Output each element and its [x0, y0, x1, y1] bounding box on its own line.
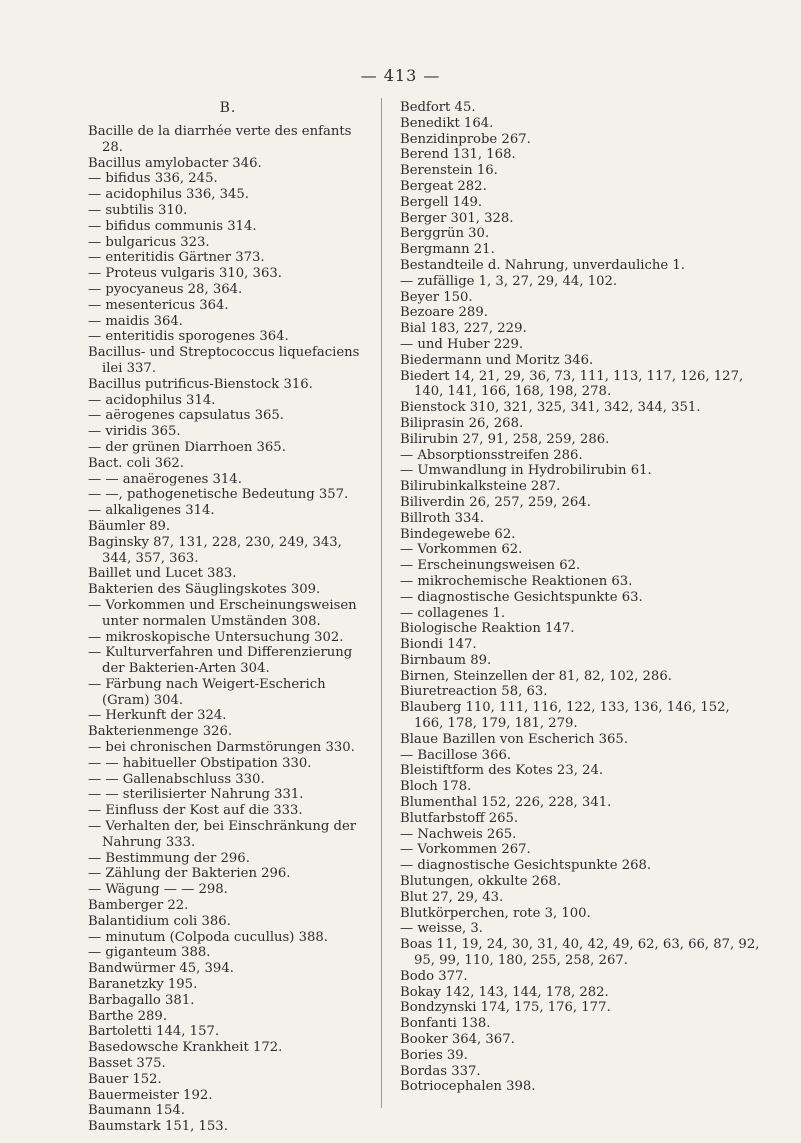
index-entries-left	[88, 124, 368, 1135]
index-entry: — minutum (Colpoda cucullus) 388.	[88, 929, 329, 945]
index-entry: Bacille de la diarrhée verte des enfants 28.	[88, 124, 352, 155]
index-entry: — bei chronischen Darmstörungen 330.	[88, 740, 355, 756]
index-entry: — collagenes 1.	[400, 605, 506, 621]
index-entry: Bordas 337.	[400, 1063, 481, 1079]
index-entry: Baumstark 151, 153.	[88, 1119, 228, 1135]
index-entry: Blutkörperchen, rote 3, 100.	[400, 905, 591, 921]
index-column-right	[400, 100, 762, 1095]
index-entry: Booker 364, 367.	[400, 1032, 515, 1048]
index-entry: — zufällige 1, 3, 27, 29, 44, 102.	[400, 273, 618, 289]
index-column-left	[88, 98, 368, 1135]
index-entry: Bienstock 310, 321, 325, 341, 342, 344, 351.	[400, 400, 701, 416]
index-entry: Bauermeister 192.	[88, 1087, 213, 1103]
index-entry: Berend 131, 168.	[400, 147, 516, 163]
index-entry: Biologische Reaktion 147.	[400, 621, 575, 637]
index-entry: Bondzynski 174, 175, 176, 177.	[400, 1000, 611, 1016]
index-entry: Blauberg 110, 111, 116, 122, 133, 136, 146, 152, 166, 178, 179, 181, 279.	[400, 700, 730, 732]
index-entry: Baumann 154.	[88, 1103, 185, 1119]
index-entry: — diagnostische Gesichtspunkte 63.	[400, 589, 643, 605]
index-entry: Bezoare 289.	[400, 305, 488, 321]
index-entry: — alkaligenes 314.	[88, 503, 215, 519]
index-entry: Bakterienmenge 326.	[88, 724, 233, 740]
index-entry: — mikroskopische Untersuchung 302.	[88, 629, 344, 645]
index-entry: Bacillus putrificus-Bienstock 316.	[88, 376, 313, 392]
index-entry: — Umwandlung in Hydrobilirubin 61.	[400, 463, 652, 479]
index-entry: — pyocyaneus 28, 364.	[88, 281, 243, 297]
index-entry: Blumenthal 152, 226, 228, 341.	[400, 795, 612, 811]
index-entry: Balantidium coli 386.	[88, 913, 231, 929]
index-entry: — Vorkommen 62.	[400, 542, 523, 558]
page-number: — 413 —	[360, 66, 441, 85]
index-entry: — Bacillose 366.	[400, 747, 512, 763]
index-entry: — mesentericus 364.	[88, 297, 229, 313]
index-entry: Bilirubinkalksteine 287.	[400, 479, 561, 495]
index-entry: Barbagallo 381.	[88, 992, 195, 1008]
index-entry: — mikrochemische Reaktionen 63.	[400, 573, 633, 589]
index-entry: Bartoletti 144, 157.	[88, 1024, 220, 1040]
index-entries-right	[400, 100, 762, 1095]
index-entry: Blut 27, 29, 43.	[400, 889, 504, 905]
index-entry: — Proteus vulgaris 310, 363.	[88, 266, 282, 282]
index-entry: Biedermann und Moritz 346.	[400, 352, 594, 368]
index-entry: Bleistiftform des Kotes 23, 24.	[400, 763, 604, 779]
index-entry: Bandwürmer 45, 394.	[88, 961, 234, 977]
index-entry: — Vorkommen 267.	[400, 842, 531, 858]
index-entry: Biuretreaction 58, 63.	[400, 684, 548, 700]
index-entry: — acidophilus 314.	[88, 392, 216, 408]
index-entry: — der grünen Diarrhoen 365.	[88, 439, 286, 455]
index-entry: Biondi 147.	[400, 637, 477, 653]
index-entry: — — anaërogenes 314.	[88, 471, 242, 487]
index-entry: Bergell 149.	[400, 194, 483, 210]
index-entry: — Färbung nach Weigert-Escherich (Gram) 304.	[88, 676, 326, 708]
index-entry: Boas 11, 19, 24, 30, 31, 40, 42, 49, 62, 63, 66, 87, 92, 95, 99, 110, 180, 255, 258, 267.	[400, 937, 760, 969]
index-entry: Bokay 142, 143, 144, 178, 282.	[400, 984, 609, 1000]
index-entry: — bifidus communis 314.	[88, 218, 257, 234]
index-entry: — giganteum 388.	[88, 945, 211, 961]
index-entry: Baillet und Lucet 383.	[88, 566, 237, 582]
index-entry: Birnbaum 89.	[400, 652, 492, 668]
index-entry: — enteritidis sporogenes 364.	[88, 329, 289, 345]
index-entry: Bamberger 22.	[88, 898, 189, 914]
index-entry: Biliprasin 26, 268.	[400, 415, 524, 431]
index-entry: Bergmann 21.	[400, 242, 495, 258]
index-entry: — Kulturverfahren und Differenzierung der Bakterien-Arten 304.	[88, 645, 353, 677]
index-entry: Bedfort 45.	[400, 100, 476, 115]
index-entry: — viridis 365.	[88, 424, 181, 440]
index-entry: — Nachweis 265.	[400, 826, 517, 842]
index-entry: Bergeat 282.	[400, 178, 487, 194]
index-entry: Birnen, Steinzellen der 81, 82, 102, 286.	[400, 668, 672, 684]
index-entry: — —, pathogenetische Bedeutung 357.	[88, 487, 349, 503]
index-entry: Billroth 334.	[400, 510, 484, 526]
index-entry: — subtilis 310.	[88, 202, 188, 218]
index-entry: Blutungen, okkulte 268.	[400, 874, 562, 890]
index-entry: Bodo 377.	[400, 968, 468, 984]
index-entry: Benzidinprobe 267.	[400, 131, 531, 147]
index-entry: — Verhalten der, bei Einschränkung der Nahrung 333.	[88, 819, 357, 850]
index-entry: — bulgaricus 323.	[88, 234, 210, 250]
index-entry: Bial 183, 227, 229.	[400, 321, 527, 337]
index-entry: Bories 39.	[400, 1047, 468, 1063]
index-entry: Blaue Bazillen von Escherich 365.	[400, 731, 629, 747]
index-entry: — und Huber 229.	[400, 336, 524, 352]
index-entry: Blutfarbstoff 265.	[400, 810, 519, 826]
index-entry: Bonfanti 138.	[400, 1016, 491, 1032]
index-entry: Baranetzky 195.	[88, 977, 198, 993]
column-divider	[381, 98, 382, 1108]
index-entry: Bauer 152.	[88, 1071, 162, 1087]
index-entry: Berggrün 30.	[400, 226, 490, 242]
index-entry: Basset 375.	[88, 1056, 166, 1072]
index-entry: Bäumler 89.	[88, 518, 171, 534]
index-entry: — Zählung der Bakterien 296.	[88, 866, 291, 882]
index-entry: Bestandteile d. Nahrung, unverdauliche 1.	[400, 257, 685, 273]
index-entry: — — Gallenabschluss 330.	[88, 771, 265, 787]
index-entry: — aërogenes capsulatus 365.	[88, 408, 284, 424]
section-letter: B.	[219, 100, 237, 116]
index-entry: — — habitueller Obstipation 330.	[88, 755, 312, 771]
index-entry: — acidophilus 336, 345.	[88, 187, 249, 203]
index-entry: Baginsky 87, 131, 228, 230, 249, 343, 344, 357, 363.	[88, 534, 342, 566]
index-entry: Bakterien des Säuglingskotes 309.	[88, 582, 321, 598]
index-entry: Bacillus amylobacter 346.	[88, 155, 262, 171]
index-entry: Berger 301, 328.	[400, 210, 514, 226]
index-entry: Bact. coli 362.	[88, 455, 184, 471]
index-entry: — maidis 364.	[88, 313, 183, 329]
index-entry: — Bestimmung der 296.	[88, 850, 250, 866]
index-entry: — Vorkommen und Erscheinungsweisen unter normalen Umständen 308.	[88, 597, 357, 629]
index-entry: — diagnostische Gesichtspunkte 268.	[400, 858, 652, 874]
index-entry: Benedikt 164.	[400, 115, 494, 131]
index-entry: — bifidus 336, 245.	[88, 171, 218, 187]
index-entry: — — sterilisierter Nahrung 331.	[88, 787, 304, 803]
index-entry: — Erscheinungsweisen 62.	[400, 558, 581, 574]
index-entry: Barthe 289.	[88, 1008, 168, 1024]
index-entry: — Wägung — — 298.	[88, 882, 228, 898]
index-entry: — Herkunft der 324.	[88, 708, 227, 724]
index-entry: — Einfluss der Kost auf die 333.	[88, 803, 303, 819]
index-entry: Bloch 178.	[400, 779, 472, 795]
index-entry: Bacillus- und Streptococcus liquefaciens ilei 337.	[88, 345, 360, 376]
index-entry: Berenstein 16.	[400, 163, 498, 179]
index-entry: Bindegewebe 62.	[400, 526, 516, 542]
index-entry: Bilirubin 27, 91, 258, 259, 286.	[400, 431, 610, 447]
index-entry: Botriocephalen 398.	[400, 1079, 536, 1095]
index-entry: Biedert 14, 21, 29, 36, 73, 111, 113, 117, 126, 127, 140, 141, 166, 168, 198, 278.	[400, 368, 744, 400]
index-entry: Biliverdin 26, 257, 259, 264.	[400, 494, 591, 510]
index-entry: Basedowsche Krankheit 172.	[88, 1040, 283, 1056]
index-entry: — Absorptionsstreifen 286.	[400, 447, 583, 463]
index-entry: — enteritidis Gärtner 373.	[88, 250, 265, 266]
index-entry: Beyer 150.	[400, 289, 473, 305]
index-entry: — weisse, 3.	[400, 921, 483, 937]
